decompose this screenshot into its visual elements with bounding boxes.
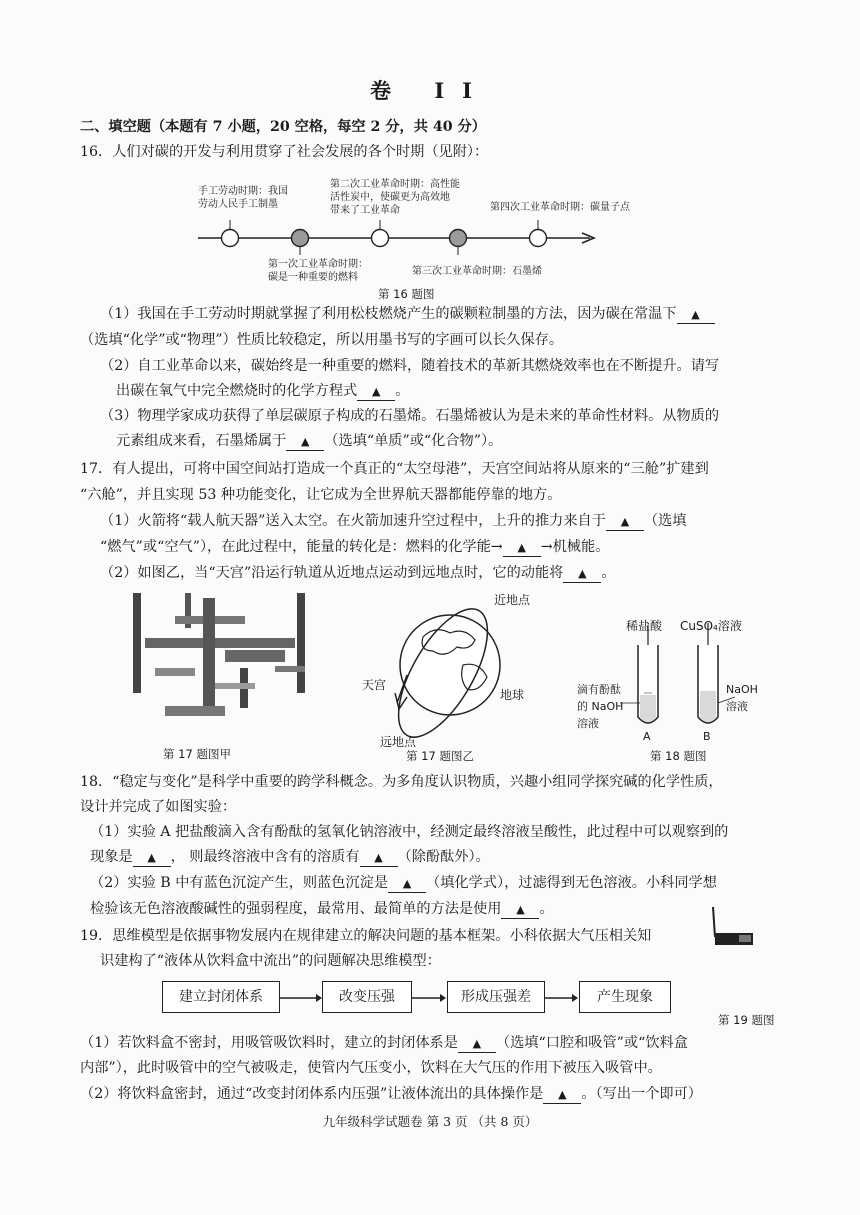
hcl-label: 稀盐酸 (626, 619, 663, 633)
tl-2a: 第二次工业革命时期：高性能 (330, 179, 460, 190)
label-a3: 溶液 (577, 717, 599, 730)
q19-stem1: 19．思维模型是依据事物发展内在规律建立的解决问题的基本框架。小科依据大气压相关知 (80, 928, 652, 944)
answer-blank[interactable]: ▲ (606, 513, 644, 531)
timeline-node-2 (292, 230, 309, 247)
tl-1b: 劳动人民手工制墨 (198, 199, 278, 210)
q19-p2a: （2）将饮料盒密封，通过“改变封闭体系内压强”让液体流出的具体操作是 (80, 1086, 544, 1102)
q16-stem: 16．人们对碳的开发与利用贯穿了社会发展的各个时期（见附）： (80, 144, 489, 160)
answer-blank[interactable]: ▲ (677, 306, 715, 324)
answer-blank[interactable]: ▲ (503, 539, 541, 557)
cuso4-label: CuSO₄溶液 (680, 619, 742, 633)
answer-blank[interactable]: ▲ (388, 875, 426, 893)
fig17b-caption: 第 17 题图乙 (406, 749, 474, 763)
q17-stem2: “六舱”，并且实现 53 种功能变化，让它成为全世界航天器都能停靠的地方。 (80, 487, 562, 503)
q17-p2a: （2）如图乙，当“天宫”沿运行轨道从近地点运动到远地点时，它的动能将 (100, 565, 564, 581)
q16-p2b: 出碳在氧气中完全燃烧时的化学方程式 (116, 383, 358, 399)
section-heading: 二、填空题（本题有 7 小题，20 空格，每空 2 分，共 40 分） (80, 119, 486, 135)
tube-b-label: B (703, 730, 711, 743)
q17-p1a: （1）火箭将“载人航天器”送入太空。在火箭加速升空过程中，上升的推力来自于 (100, 513, 606, 529)
flow-step-4: 产生现象 (579, 981, 671, 1013)
q19-p1a: （1）若饮料盒不密封，用吸管吸饮料时，建立的封闭体系是 (80, 1035, 458, 1051)
flow-step-3: 形成压强差 (447, 981, 545, 1013)
timeline-node-5 (530, 230, 547, 247)
label-a1: 滴有酚酞 (577, 683, 621, 696)
q16-p2a: （2）自工业革命以来，碳始终是一种重要的燃料，随着技术的革新其燃烧效率也在不断提升。请写 (100, 358, 720, 374)
page-footer: 九年级科学试题卷 第 3 页 （共 8 页） (322, 1114, 538, 1129)
answer-blank[interactable]: ▲ (357, 383, 395, 401)
flow-step-1: 建立封闭体系 (162, 981, 280, 1013)
label-a2: 的 NaOH (577, 700, 624, 713)
answer-blank[interactable]: ▲ (360, 849, 398, 867)
earth-globe (400, 615, 500, 715)
fig19-caption: 第 19 题图 (718, 1013, 775, 1027)
q19-p1c: 内部”），此时吸管中的空气被吸走，使管内气压变小，饮料在大气压的作用下被压入吸管中。 (80, 1060, 662, 1076)
tube-a-label: A (643, 730, 651, 743)
q18-p1b: 现象是 (90, 849, 133, 865)
answer-blank[interactable]: ▲ (543, 1086, 581, 1104)
label-b1: NaOH (726, 683, 758, 696)
tl-3: 第四次工业革命时期：碳量子点 (490, 202, 630, 213)
tl-1a: 手工劳动时期：我国 (198, 186, 288, 197)
tl-5: 第三次工业革命时期：石墨烯 (412, 266, 542, 277)
orbit-figure (375, 585, 525, 745)
label-b2: 溶液 (726, 700, 748, 713)
flow-step-2: 改变压强 (322, 981, 412, 1013)
tl-2b: 活性炭中，使碳更为高效地 (330, 192, 450, 203)
q16-p1a: （1）我国在手工劳动时期就掌握了利用松枝燃烧产生的碳颗粒制墨的方法，因为碳在常温下 (100, 306, 677, 322)
fig18-caption: 第 18 题图 (650, 749, 707, 763)
tl-4b: 碳是一种重要的燃料 (268, 272, 358, 283)
answer-blank[interactable]: ▲ (286, 433, 324, 451)
q17-p1c: “燃气”或“空气”），在此过程中，能量的转化是：燃料的化学能→ (100, 539, 503, 555)
q17-stem1: 17．有人提出，可将中国空间站打造成一个真正的“太空母港”，天宫空间站将从原来的“三舱”扩建到 (80, 461, 709, 477)
answer-blank[interactable]: ▲ (458, 1035, 496, 1053)
drink-box-figure (705, 905, 760, 947)
q16-p3b: 元素组成来看，石墨烯属于 (116, 433, 287, 449)
far-point-label: 远地点 (380, 735, 417, 749)
earth-label: 地球 (500, 688, 525, 702)
tl-4a: 第一次工业革命时期： (268, 259, 368, 270)
timeline-node-1 (222, 230, 239, 247)
q16-p3a: （3）物理学家成功获得了单层碳原子构成的石墨烯。石墨烯被认为是未来的革命性材料。从物质的 (100, 408, 720, 424)
tl-2c: 带来了工业革命 (330, 205, 400, 216)
tiangong-label: 天宫 (362, 678, 387, 692)
answer-blank[interactable]: ▲ (133, 849, 171, 867)
q19-stem2: 识建构了“液体从饮料盒中流出”的问题解决思维模型： (100, 953, 441, 969)
q16-figure-caption: 第 16 题图 (378, 287, 435, 301)
timeline-node-4 (450, 230, 467, 247)
q18-p1a: （1）实验 A 把盐酸滴入含有酚酞的氢氧化钠溶液中，经测定最终溶液呈酸性，此过程中可以观察到的 (90, 824, 729, 840)
answer-blank[interactable]: ▲ (501, 901, 539, 919)
answer-blank[interactable]: ▲ (563, 565, 601, 583)
flow-arrows (278, 988, 578, 1008)
timeline-node-3 (372, 230, 389, 247)
fig17a-caption: 第 17 题图甲 (163, 747, 231, 761)
q18-stem1: 18．“稳定与变化”是科学中重要的跨学科概念。为多角度认识物质，兴趣小组同学探究碱的化学性质， (80, 774, 723, 790)
q18-p2c: 检验该无色溶液酸碱性的强弱程度，最常用、最简单的方法是使用 (90, 901, 502, 917)
paper-title: 卷 II (370, 78, 490, 103)
space-station-figure (125, 588, 315, 738)
near-point-label: 近地点 (494, 593, 531, 607)
q18-stem2: 设计并完成了如图实验： (80, 799, 237, 815)
q18-p2a: （2）实验 B 中有蓝色沉淀产生，则蓝色沉淀是 (90, 875, 389, 891)
q16-p1b: （选填“化学”或“物理”）性质比较稳定，所以用墨书写的字画可以长久保存。 (80, 332, 564, 348)
